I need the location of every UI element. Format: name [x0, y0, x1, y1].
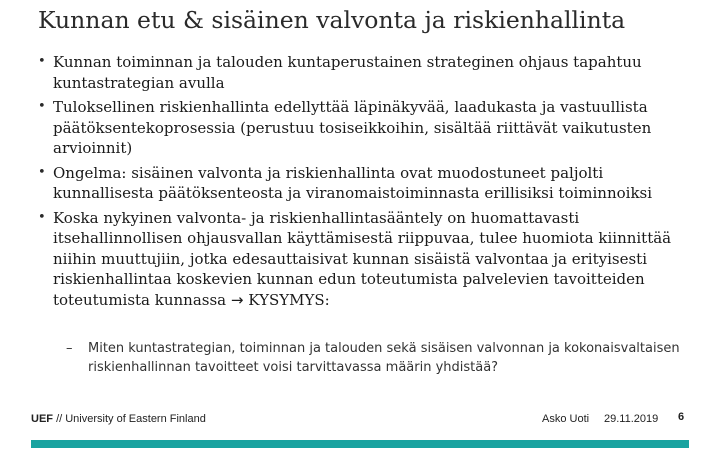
footer-organization: [31, 413, 206, 425]
bullet-item: [38, 97, 698, 159]
bullet-marker: •: [38, 54, 46, 69]
arrow-icon: →: [230, 290, 244, 309]
bullet-text: Ongelma: sisäinen valvonta ja riskienhallinta ovat muodostuneet paljolti kunnallisesta päätöksenteosta ja viranomaistoiminnasta erillisiksi toiminnoiksi: [53, 163, 653, 202]
bullet-marker: •: [38, 99, 46, 114]
question-label: KYSYMYS:: [248, 290, 330, 309]
bullet-item: [38, 52, 698, 93]
slide-footer: [0, 410, 720, 430]
bullet-list: [38, 52, 698, 314]
bullet-text: Kunnan toiminnan ja talouden kuntaperustainen strateginen ohjaus tapahtuu kuntastrategian avulla: [53, 53, 642, 92]
bullet-marker: •: [38, 164, 46, 180]
sub-bullet-text: Miten kuntastrategian, toiminnan ja talouden sekä sisäisen valvonnan ja kokonaisvaltaisen riskienhallinnan tavoitteet voisi tarvittavassa määrin yhdistää?: [88, 341, 680, 375]
bullet-item: [38, 208, 698, 311]
footer-org-abbr: UEF: [31, 413, 53, 425]
footer-author: Asko Uoti: [542, 413, 590, 425]
footer-org-name: // University of Eastern Finland: [56, 413, 206, 425]
slide-title: Kunnan etu & sisäinen valvonta ja riskienhallinta: [38, 6, 626, 34]
page-number: 6: [678, 411, 685, 423]
bullet-marker: •: [38, 209, 46, 225]
footer-date: 29.11.2019: [604, 413, 659, 425]
bullet-item: [38, 163, 698, 204]
sub-bullet-marker: –: [66, 341, 73, 356]
bullet-text: Koska nykyinen valvonta- ja riskienhallintasääntely on huomattavasti itsehallinnollisen ohjausvallan käyttämisestä riippuvaa, tulee huomiota kiinnittää niihin muuttujiin, jotka edesauttaisivat kunnan sisäistä valvontaa ja erityisesti riskienhallintaa koskevien kunnan edun toteutumista palvelevien tavoitteiden toteutumista kunnassa: [53, 208, 672, 309]
bullet-text: Tuloksellinen riskienhallinta edellyttää läpinäkyvää, laadukasta ja vastuullista päätöksentekoprosessia (perustuu tosiseikkoihin, sisältää riittävät vaikutusten arvioinnit): [53, 98, 652, 157]
footer-accent-bar: [31, 440, 689, 448]
sub-bullet: [66, 339, 686, 377]
